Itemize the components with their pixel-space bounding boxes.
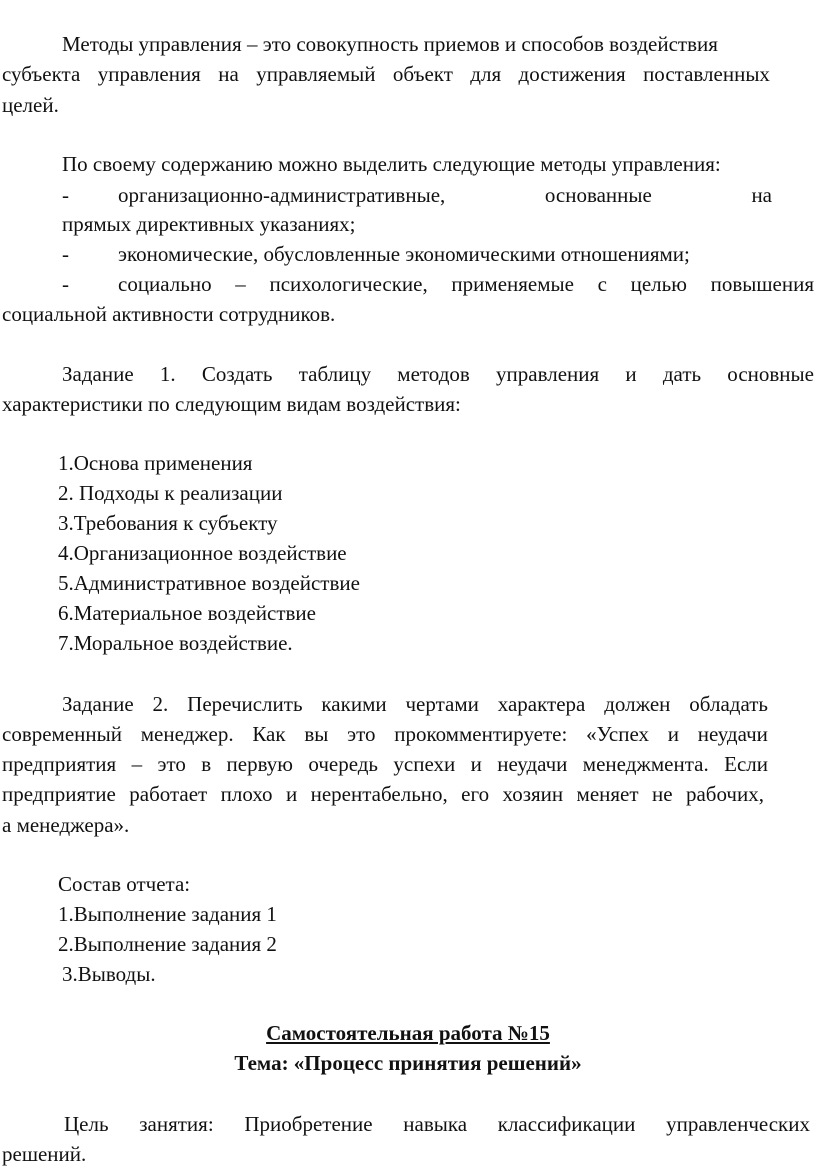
word: социально (118, 272, 212, 296)
word: и (470, 752, 482, 776)
word: не (651, 782, 673, 806)
methods-item-1-text (118, 180, 772, 210)
report-item-2: 2.Выполнение задания 2 (58, 932, 277, 956)
word: «Успех (586, 722, 650, 746)
word: Как (252, 722, 286, 746)
task2-line-2 (2, 719, 768, 749)
word: основанные (544, 183, 652, 207)
work-title: Самостоятельная работа №15 (266, 1021, 550, 1045)
word: плохо (220, 782, 273, 806)
methods-item-2 (62, 239, 816, 269)
report-item-3: 3.Выводы. (62, 962, 156, 986)
word: Если (724, 752, 768, 776)
word: управляемый (256, 62, 376, 86)
word: применяемые (451, 272, 574, 296)
word: на (218, 62, 239, 86)
word: прокомментируете: (394, 722, 568, 746)
methods-item-2-text: экономические, обусловленные экономическими отношениями; (118, 242, 690, 266)
word: в (201, 752, 212, 776)
word: должен (604, 692, 671, 716)
word: управления (97, 62, 201, 86)
report-item-1: 1.Выполнение задания 1 (58, 902, 277, 926)
task1-item-7: 7.Моральное воздействие. (58, 631, 293, 655)
methods-item-1-continuation: прямых директивных указаниях; (62, 212, 356, 236)
word: Задание (62, 692, 134, 716)
methods-item-3-continuation: социальной активности сотрудников. (2, 302, 336, 326)
task1-item-6: 6.Материальное воздействие (58, 601, 316, 625)
word: занятия: (139, 1112, 214, 1136)
task2-line-5: а менеджера». (2, 813, 130, 837)
word: и (625, 362, 637, 386)
goal-line-1 (64, 1109, 810, 1139)
word: и (667, 722, 679, 746)
word: чертами (405, 692, 479, 716)
word: успехи (393, 752, 456, 776)
methods-item-3 (62, 269, 814, 299)
word: и (285, 782, 298, 806)
word: объект (392, 62, 453, 86)
word: Задание (62, 362, 134, 386)
word: управления (496, 362, 600, 386)
word: навыка (403, 1112, 468, 1136)
intro-line-3: целей. (2, 93, 59, 117)
word: неудачи (497, 752, 568, 776)
word: субъекта (2, 62, 81, 86)
word: очередь (308, 752, 379, 776)
word: рабочих, (685, 782, 764, 806)
word: какими (321, 692, 387, 716)
word: организационно-административные, (118, 183, 446, 207)
word: нерентабельно, (310, 782, 448, 806)
methods-heading: По своему содержанию можно выделить следующие методы управления: (62, 152, 721, 176)
word: первую (226, 752, 293, 776)
list-dash: - (62, 183, 69, 207)
word: целью (630, 272, 687, 296)
task2-line-1 (62, 689, 768, 719)
task1-item-4: 4.Организационное воздействие (58, 541, 347, 565)
work-topic: Тема: «Процесс принятия решений» (234, 1051, 582, 1075)
word: предприятие (2, 782, 116, 806)
word: хозяин (502, 782, 564, 806)
word: – (131, 752, 143, 776)
word: это (347, 722, 376, 746)
word: обладать (689, 692, 768, 716)
word: поставленных (643, 62, 770, 86)
word: Создать (201, 362, 273, 386)
word: вы (304, 722, 329, 746)
task1-line-1 (62, 359, 814, 389)
word: дать (662, 362, 702, 386)
word: на (751, 183, 772, 207)
word: достижения (518, 62, 626, 86)
word: предприятия (2, 752, 117, 776)
word: характера (497, 692, 586, 716)
word: для (470, 62, 502, 86)
word: это (157, 752, 186, 776)
word: управленческих (666, 1112, 810, 1136)
word: Приобретение (244, 1112, 373, 1136)
word: психологические, (269, 272, 428, 296)
intro-line-2 (2, 59, 770, 89)
word: 2. (152, 692, 169, 716)
task2-line-4 (2, 779, 764, 809)
word: Цель (64, 1112, 109, 1136)
word: меняет (576, 782, 639, 806)
word: классификации (497, 1112, 636, 1136)
word: 1. (159, 362, 176, 386)
report-title: Состав отчета: (58, 872, 191, 896)
task1-item-1: 1.Основа применения (58, 451, 253, 475)
word: неудачи (697, 722, 768, 746)
methods-item-1 (62, 180, 772, 210)
task1-item-3: 3.Требования к субъекту (58, 511, 278, 535)
intro-line-1: Методы управления – это совокупность приемов и способов воздействия (62, 32, 718, 56)
word: основные (727, 362, 814, 386)
methods-item-3-text (118, 269, 814, 299)
word: работает (129, 782, 208, 806)
word: – (235, 272, 246, 296)
word: менеджмента. (582, 752, 709, 776)
goal-line-2: решений. (2, 1142, 87, 1166)
word: методов (397, 362, 470, 386)
task1-item-2: 2. Подходы к реализации (58, 481, 283, 505)
task2-line-3 (2, 749, 768, 779)
list-dash: - (62, 272, 69, 296)
work-title-row (0, 1018, 816, 1048)
word: Перечислить (187, 692, 303, 716)
word: повышения (710, 272, 814, 296)
task1-line-2: характеристики по следующим видам воздействия: (2, 392, 461, 416)
word: таблицу (298, 362, 372, 386)
word: современный (2, 722, 122, 746)
word: с (597, 272, 607, 296)
task1-item-5: 5.Административное воздействие (58, 571, 360, 595)
list-dash: - (62, 242, 69, 266)
word: его (461, 782, 490, 806)
word: менеджер. (140, 722, 234, 746)
